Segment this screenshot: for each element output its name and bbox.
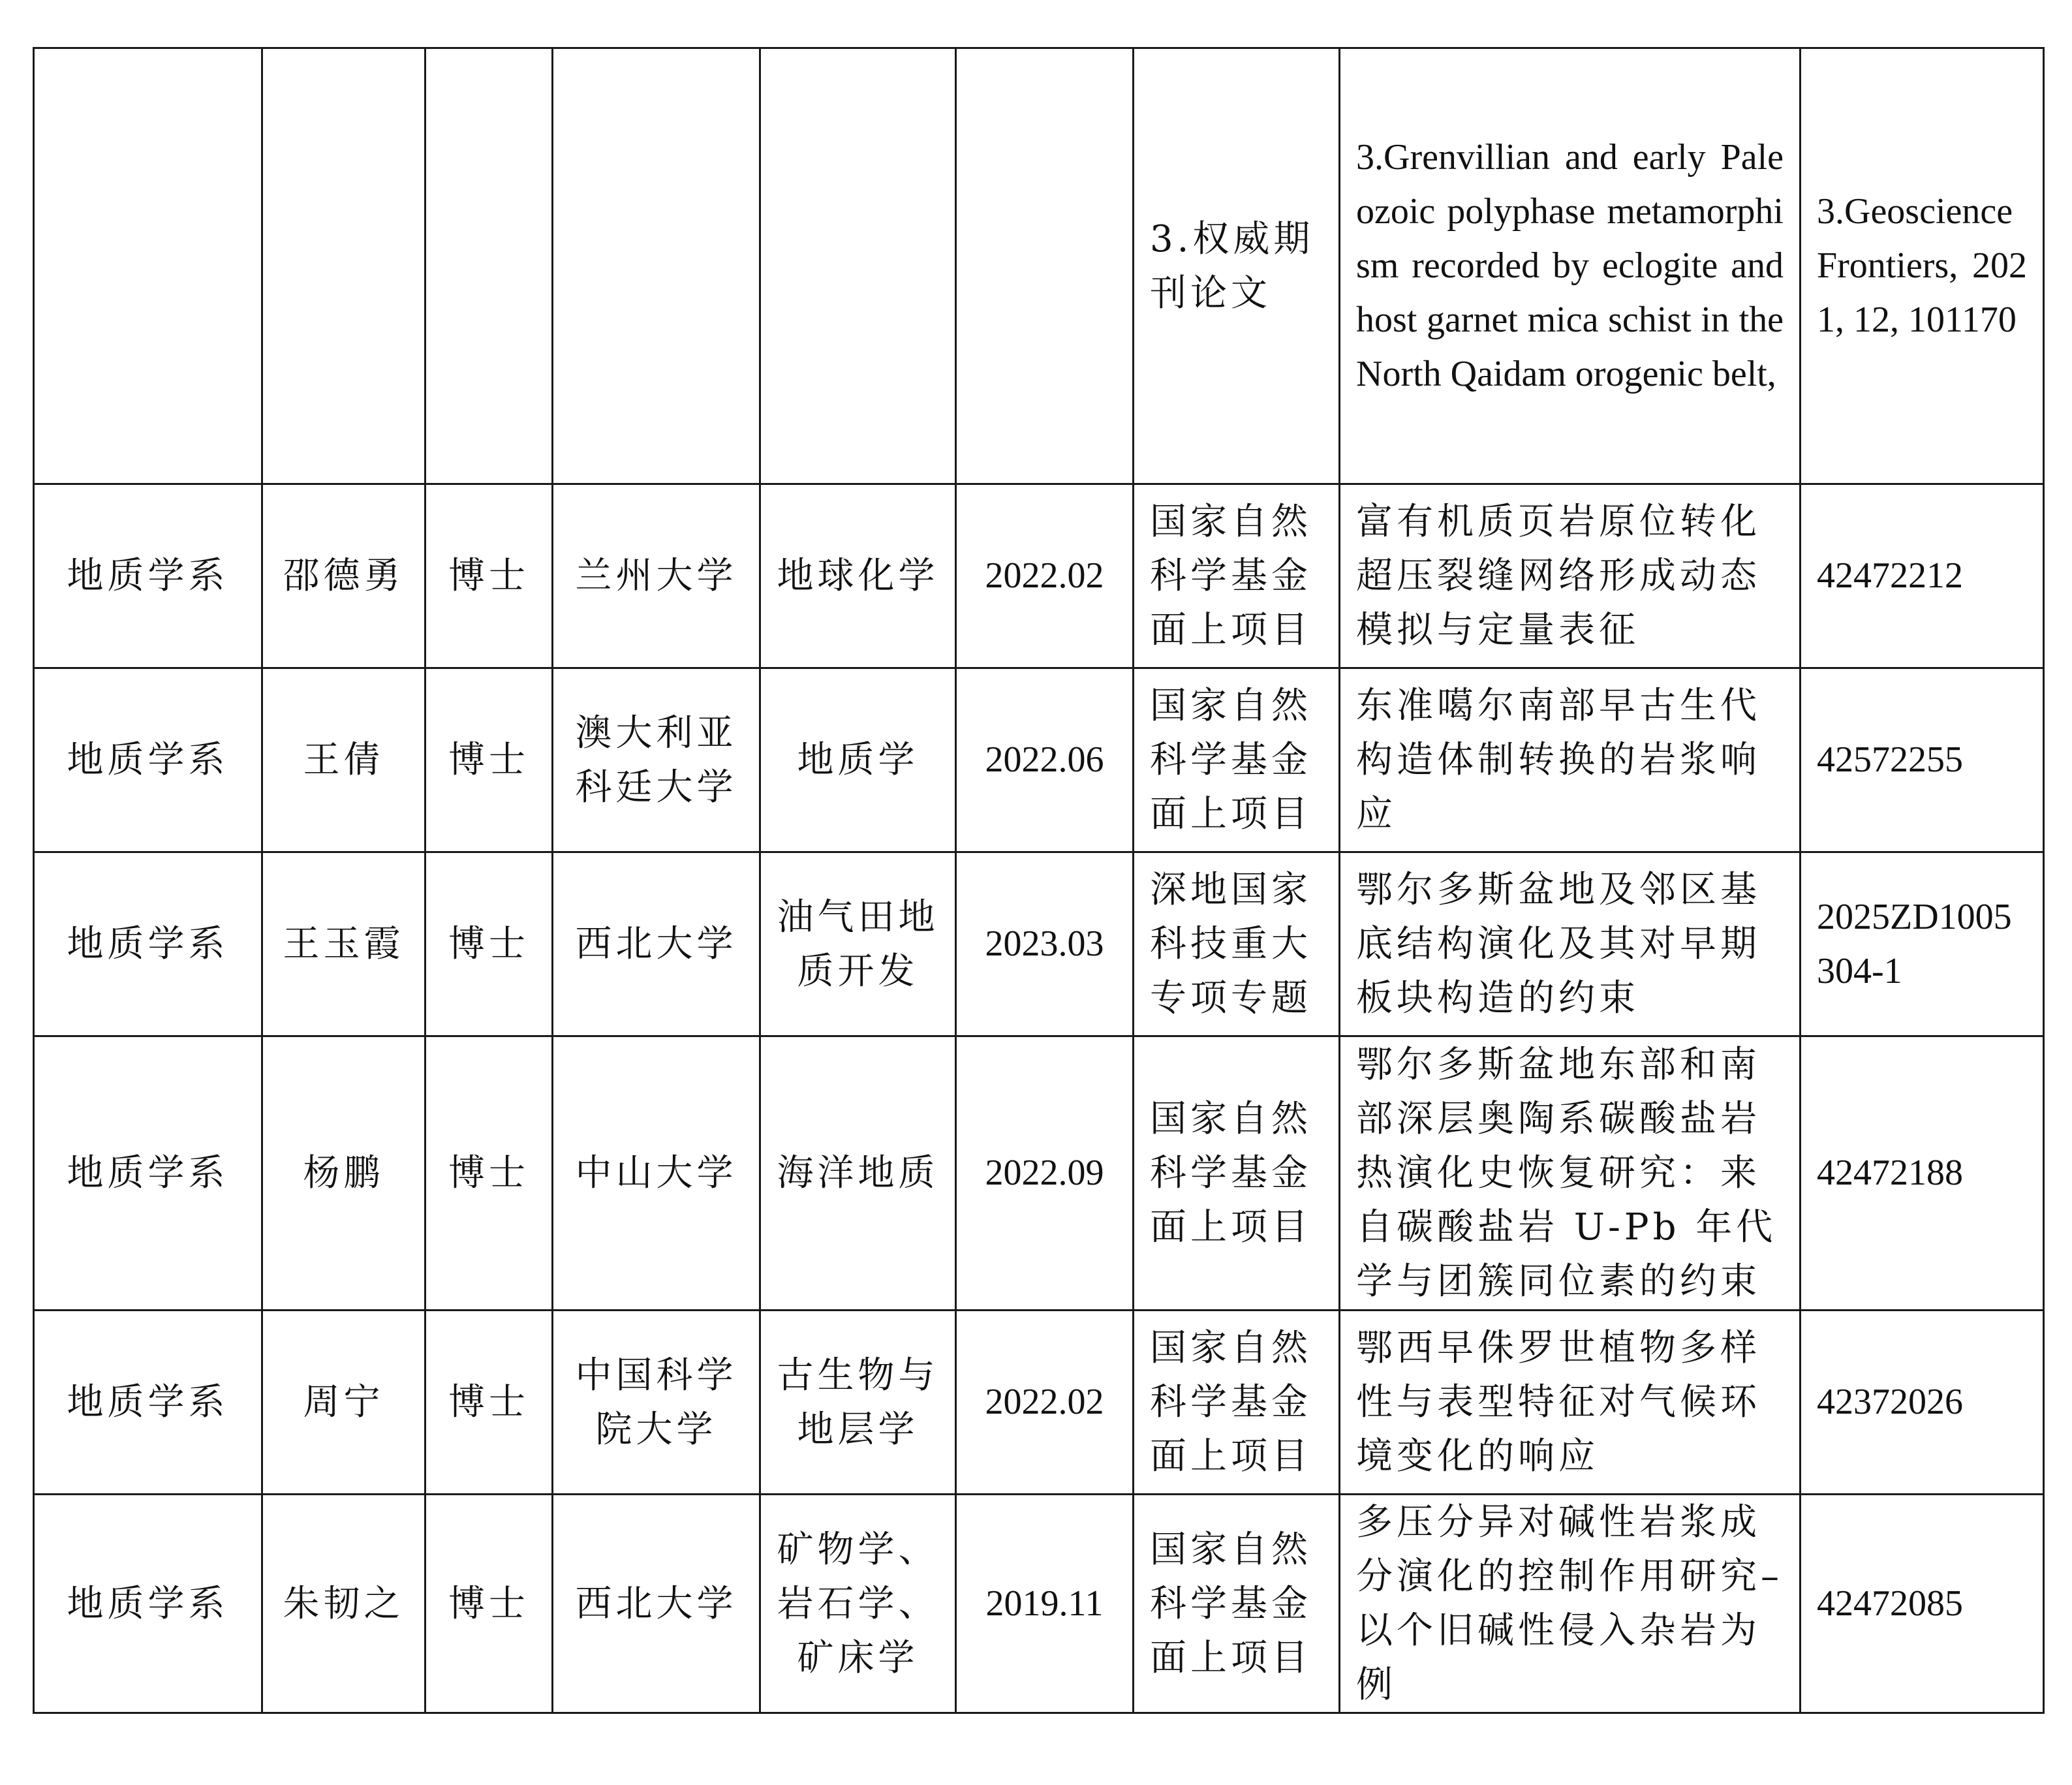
cell-department: 地质学系	[34, 668, 262, 852]
cell-department: 地质学系	[34, 484, 262, 668]
cell-project-name: 鄂尔多斯盆地东部和南部深层奥陶系碳酸盐岩热演化史恢复研究：来自碳酸盐岩 U-Pb 年代学与团簇同位素的约束	[1340, 1036, 1801, 1311]
cell-project-type: 国家自然科学基金面上项目	[1134, 484, 1340, 668]
cell-name: 周宁	[262, 1311, 425, 1495]
cell-degree: 博士	[425, 1495, 553, 1713]
cell-degree: 博士	[425, 1311, 553, 1495]
cell-school: 澳大利亚科廷大学	[553, 668, 760, 852]
cell-project-number: 42472188	[1801, 1036, 2044, 1311]
cell-name-empty	[262, 48, 425, 484]
cell-department-empty	[34, 48, 262, 484]
cell-degree: 博士	[425, 484, 553, 668]
cell-project-type: 国家自然科学基金面上项目	[1134, 668, 1340, 852]
cell-project-type: 国家自然科学基金面上项目	[1134, 1036, 1340, 1311]
cell-department: 地质学系	[34, 1036, 262, 1311]
cell-name: 王玉霞	[262, 852, 425, 1036]
cell-school: 西北大学	[553, 1495, 760, 1713]
cell-project-name: 东准噶尔南部早古生代构造体制转换的岩浆响应	[1340, 668, 1801, 852]
cell-project-name: 富有机质页岩原位转化超压裂缝网络形成动态模拟与定量表征	[1340, 484, 1801, 668]
cell-major: 古生物与地层学	[760, 1311, 956, 1495]
cell-degree-empty	[425, 48, 553, 484]
cell-date-empty	[956, 48, 1134, 484]
cell-date: 2022.06	[956, 668, 1134, 852]
personnel-project-table	[33, 47, 2045, 1714]
table-row	[34, 484, 2044, 668]
cell-major: 矿物学、岩石学、矿床学	[760, 1495, 956, 1713]
cell-name: 朱韧之	[262, 1495, 425, 1713]
cell-department: 地质学系	[34, 852, 262, 1036]
cell-project-type: 国家自然科学基金面上项目	[1134, 1311, 1340, 1495]
cell-school: 中山大学	[553, 1036, 760, 1311]
cell-project-number: 42472085	[1801, 1495, 2044, 1713]
cell-department: 地质学系	[34, 1311, 262, 1495]
cell-project-type: 深地国家科技重大专项专题	[1134, 852, 1340, 1036]
table-row	[34, 1311, 2044, 1495]
cell-project-name: 鄂尔多斯盆地及邻区基底结构演化及其对早期板块构造的约束	[1340, 852, 1801, 1036]
cell-department: 地质学系	[34, 1495, 262, 1713]
cell-name: 邵德勇	[262, 484, 425, 668]
cell-major: 海洋地质	[760, 1036, 956, 1311]
cell-degree: 博士	[425, 668, 553, 852]
table-row	[34, 1036, 2044, 1311]
table-row	[34, 852, 2044, 1036]
cell-date: 2023.03	[956, 852, 1134, 1036]
cell-project-number: 42372026	[1801, 1311, 2044, 1495]
cell-major: 地质学	[760, 668, 956, 852]
cell-project-number: 42572255	[1801, 668, 2044, 852]
cell-school: 西北大学	[553, 852, 760, 1036]
cell-degree: 博士	[425, 852, 553, 1036]
cell-major-empty	[760, 48, 956, 484]
table-row	[34, 668, 2044, 852]
cell-name: 王倩	[262, 668, 425, 852]
cell-date: 2022.02	[956, 484, 1134, 668]
cell-school: 兰州大学	[553, 484, 760, 668]
cell-major: 地球化学	[760, 484, 956, 668]
cell-date: 2022.02	[956, 1311, 1134, 1495]
cell-major: 油气田地质开发	[760, 852, 956, 1036]
cell-project-number: 42472212	[1801, 484, 2044, 668]
cell-project-name: 3.Grenvillian and early Paleozoic polyphase metamorphism recorded by eclogite and host garnet mica schist in the North Qaidam orogenic belt,	[1340, 48, 1801, 484]
cell-project-type: 3.权威期刊论文	[1134, 48, 1340, 484]
table-row	[34, 1495, 2044, 1713]
cell-school-empty	[553, 48, 760, 484]
cell-project-number: 3.Geoscience Frontiers, 2021, 12, 101170	[1801, 48, 2044, 484]
cell-project-name: 鄂西早侏罗世植物多样性与表型特征对气候环境变化的响应	[1340, 1311, 1801, 1495]
cell-name: 杨鹏	[262, 1036, 425, 1311]
cell-project-type: 国家自然科学基金面上项目	[1134, 1495, 1340, 1713]
cell-school: 中国科学院大学	[553, 1311, 760, 1495]
cell-date: 2019.11	[956, 1495, 1134, 1713]
cell-project-name: 多压分异对碱性岩浆成分演化的控制作用研究–以个旧碱性侵入杂岩为例	[1340, 1495, 1801, 1713]
cell-project-number: 2025ZD1005304-1	[1801, 852, 2044, 1036]
table-row-continuation	[34, 48, 2044, 484]
cell-degree: 博士	[425, 1036, 553, 1311]
cell-date: 2022.09	[956, 1036, 1134, 1311]
